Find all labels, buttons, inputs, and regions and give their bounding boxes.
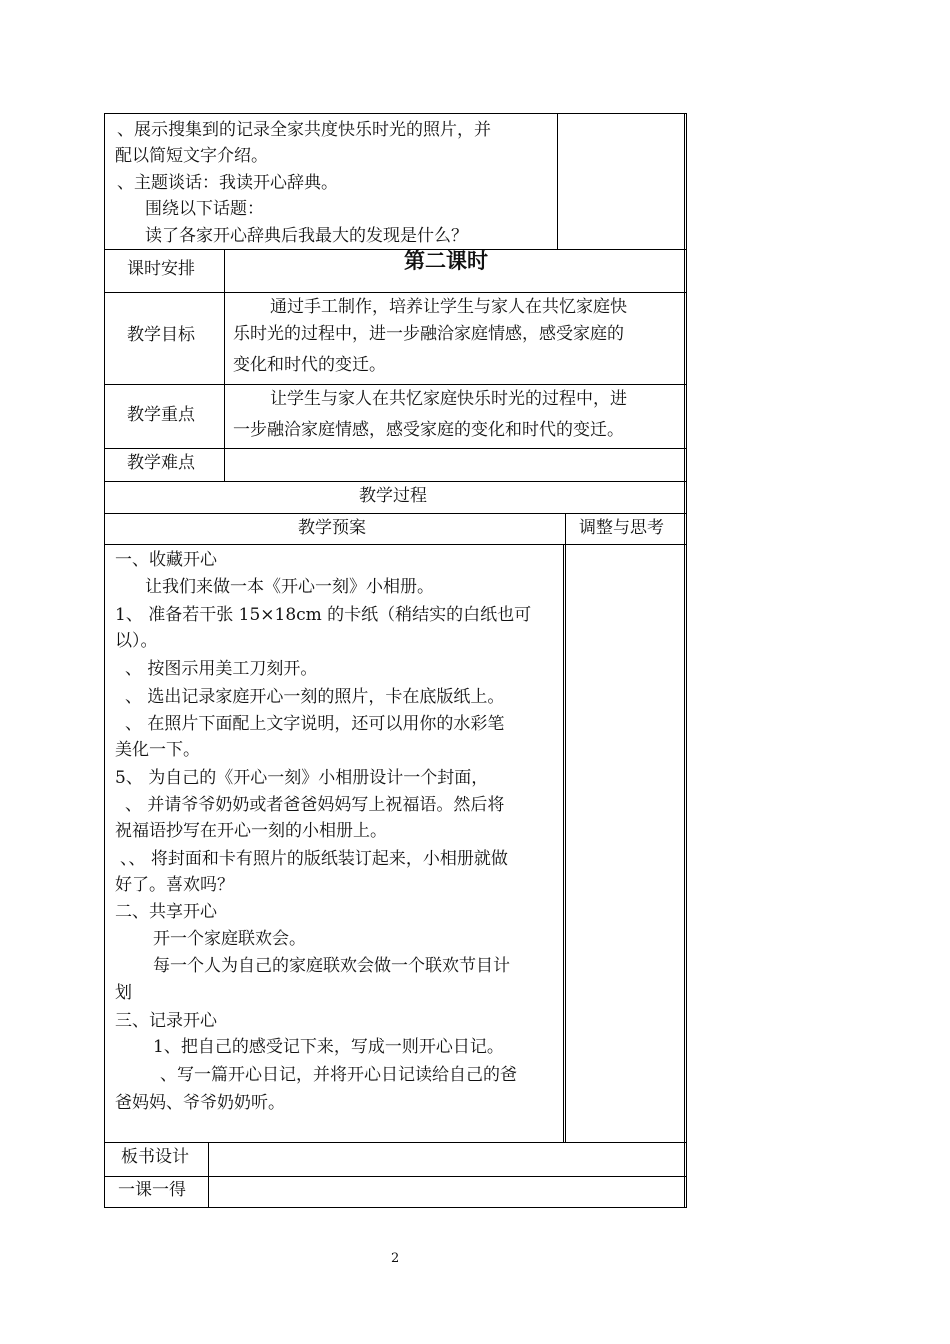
plan-line: 、、 将封面和卡有照片的版纸装订起来，小相册就做: [120, 849, 508, 869]
schedule-label: 课时安排: [127, 259, 195, 279]
plan-line: 祝福语抄写在开心一刻的小相册上。: [115, 821, 387, 841]
plan-line: 、写一篇开心日记，并将开心日记读给自己的爸: [160, 1065, 517, 1085]
plan-line: 划: [115, 983, 132, 1003]
table-line: [563, 544, 564, 1143]
plan-line: 三、记录开心: [115, 1011, 217, 1031]
page-number: 2: [391, 1251, 400, 1266]
plan-line: 、 在照片下面配上文字说明，还可以用你的水彩笔: [125, 714, 505, 734]
plan-line: 二、共享开心: [115, 902, 217, 922]
table-line: [104, 1176, 687, 1177]
plan-line: 让我们来做一本《开心一刻》小相册。: [145, 577, 434, 597]
plan-line: 1、把自己的感受记下来，写成一则开心日记。: [153, 1037, 504, 1057]
table-line: [208, 1142, 209, 1208]
plan-line: 、 选出记录家庭开心一刻的照片，卡在底版纸上。: [125, 687, 505, 707]
plan-header: 教学预案: [298, 518, 366, 538]
plan-line: 、 并请爷爷奶奶或者爸爸妈妈写上祝福语。然后将: [125, 795, 505, 815]
table-line: [104, 513, 687, 514]
top-line: 读了各家开心辞典后我最大的发现是什么？: [145, 226, 468, 246]
table-line: [684, 113, 685, 1208]
plan-line: 1、 准备若干张 15×18cm 的卡纸（稍结实的白纸也可: [115, 605, 532, 625]
table-line: [104, 292, 687, 293]
table-line: [104, 544, 687, 545]
reflection-label: 一课一得: [118, 1180, 186, 1200]
plan-line: 好了。喜欢吗？: [115, 875, 234, 895]
plan-line: 每一个人为自己的家庭联欢会做一个联欢节目计: [153, 956, 510, 976]
table-line: [104, 481, 687, 482]
table-line: [104, 249, 687, 250]
plan-line: 、 按图示用美工刀刻开。: [125, 659, 318, 679]
difficulties-label: 教学难点: [127, 453, 195, 473]
table-line: [104, 1207, 687, 1208]
plan-line: 以）。: [115, 631, 158, 651]
key-points-line: 让学生与家人在共忆家庭快乐时光的过程中，进: [270, 389, 627, 409]
plan-line: 爸妈妈、爷爷奶奶听。: [115, 1093, 285, 1113]
table-line: [224, 249, 225, 481]
goals-line: 通过手工制作，培养让学生与家人在共忆家庭快: [270, 297, 627, 317]
table-line: [104, 1142, 687, 1143]
top-line: 配以简短文字介绍。: [115, 146, 268, 166]
key-points-label: 教学重点: [127, 405, 195, 425]
table-line: [104, 384, 687, 385]
table-line: [104, 448, 687, 449]
plan-line: 一、收藏开心: [115, 550, 217, 570]
top-line: 围绕以下话题：: [145, 199, 264, 219]
table-line: [686, 113, 687, 1208]
goals-label: 教学目标: [127, 325, 195, 345]
board-design-label: 板书设计: [121, 1147, 189, 1167]
process-heading: 教学过程: [359, 486, 427, 506]
key-points-line: 一步融洽家庭情感，感受家庭的变化和时代的变迁。: [233, 420, 624, 440]
plan-line: 美化一下。: [115, 740, 200, 760]
plan-line: 开一个家庭联欢会。: [153, 929, 306, 949]
table-line: [557, 113, 558, 250]
top-line: 、主题谈话：我读开心辞典。: [117, 173, 338, 193]
lesson-title: 第二课时: [404, 249, 488, 273]
table-line: [104, 113, 105, 1208]
table-line: [104, 113, 687, 114]
goals-line: 乐时光的过程中，进一步融洽家庭情感，感受家庭的: [233, 324, 624, 344]
adjust-header: 调整与思考: [579, 518, 664, 538]
top-line: 、展示搜集到的记录全家共度快乐时光的照片，并: [117, 120, 491, 140]
goals-line: 变化和时代的变迁。: [233, 355, 386, 375]
plan-line: 5、 为自己的《开心一刻》小相册设计一个封面，: [115, 768, 489, 788]
table-line: [565, 513, 566, 1143]
